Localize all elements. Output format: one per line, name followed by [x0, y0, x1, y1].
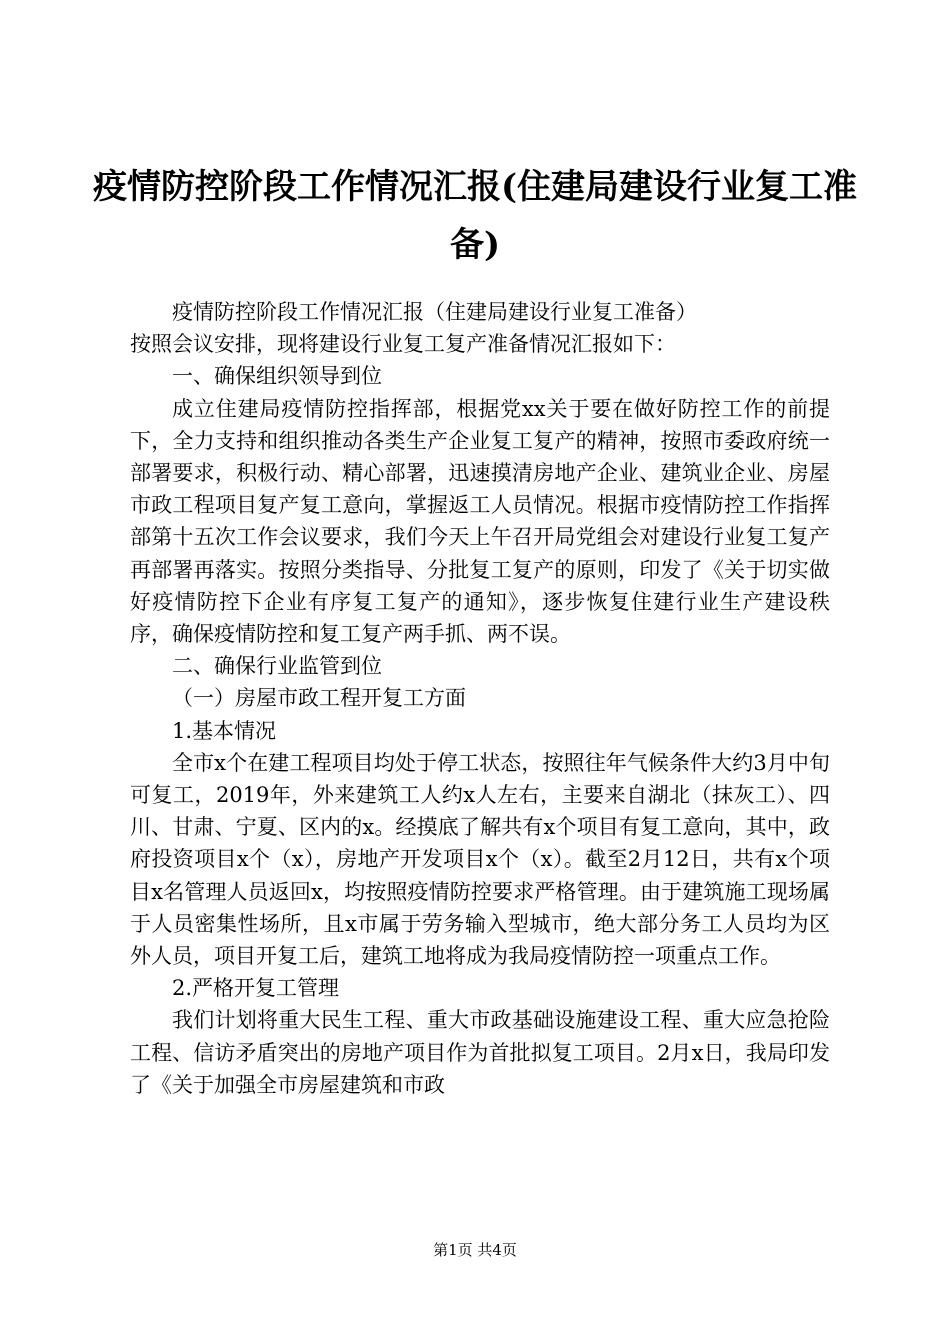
paragraph-resumption-management: 我们计划将重大民生工程、重大市政基础设施建设工程、重大应急抢险工程、信访矛盾突出的房地产项目作为首批拟复工项目。2月x日，我局印发了《关于加强全市房屋建筑和市政 — [130, 1008, 830, 1097]
paragraph-heading-repeat: 疫情防控阶段工作情况汇报（住建局建设行业复工准备） — [172, 300, 697, 324]
item-heading-2: 2.严格开复工管理 — [172, 976, 340, 1001]
document-body — [130, 296, 830, 1101]
paragraph-intro: 按照会议安排，现将建设行业复工复产准备情况汇报如下： — [130, 332, 676, 357]
section-heading-1: 一、确保组织领导到位 — [172, 364, 382, 389]
item-heading-1: 1.基本情况 — [172, 718, 277, 743]
paragraph-organization: 成立住建局疫情防控指挥部，根据党xx关于要在做好防控工作的前提下，全力支持和组织推动各类生产企业复工复产的精神，按照市委政府统一部署要求，积极行动、精心部署，迅速摸清房地产企业、建筑业企业、房屋市政工程项目复产复工意向，掌握返工人员情况。根据市疫情防控工作指挥部第十五次工作会议要求，我们今天上午召开局党组会对建设行业复工复产再部署再落实。按照分类指导、分批复工复产的原则，印发了《关于切实做好疫情防控下企业有序复工复产的通知》，逐步恢复住建行业生产建设秩序，确保疫情防控和复工复产两手抓、两不误。 — [130, 396, 830, 647]
subsection-heading-1: （一）房屋市政工程开复工方面 — [172, 686, 466, 711]
paragraph-basic-situation: 全市x个在建工程项目均处于停工状态，按照往年气候条件大约3月中旬可复工，2019年，外来建筑工人约x人左右，主要来自湖北（抹灰工）、四川、甘肃、宁夏、区内的x。经摸底了解共有x个项目有复工意向，其中，政府投资项目x个（x），房地产开发项目x个（x）。截至2月12日，共有x个项目x名管理人员返回x，均按照疫情防控要求严格管理。由于建筑施工现场属于人员密集性场所，且x市属于劳务输入型城市，绝大部分务工人员均为区外人员，项目开复工后，建筑工地将成为我局疫情防控一项重点工作。 — [130, 750, 830, 969]
page-number: 第1页 共4页 — [433, 1241, 517, 1259]
section-heading-2: 二、确保行业监管到位 — [172, 654, 382, 679]
document-title: 疫情防控阶段工作情况汇报(住建局建设行业复工准备) — [92, 167, 858, 265]
